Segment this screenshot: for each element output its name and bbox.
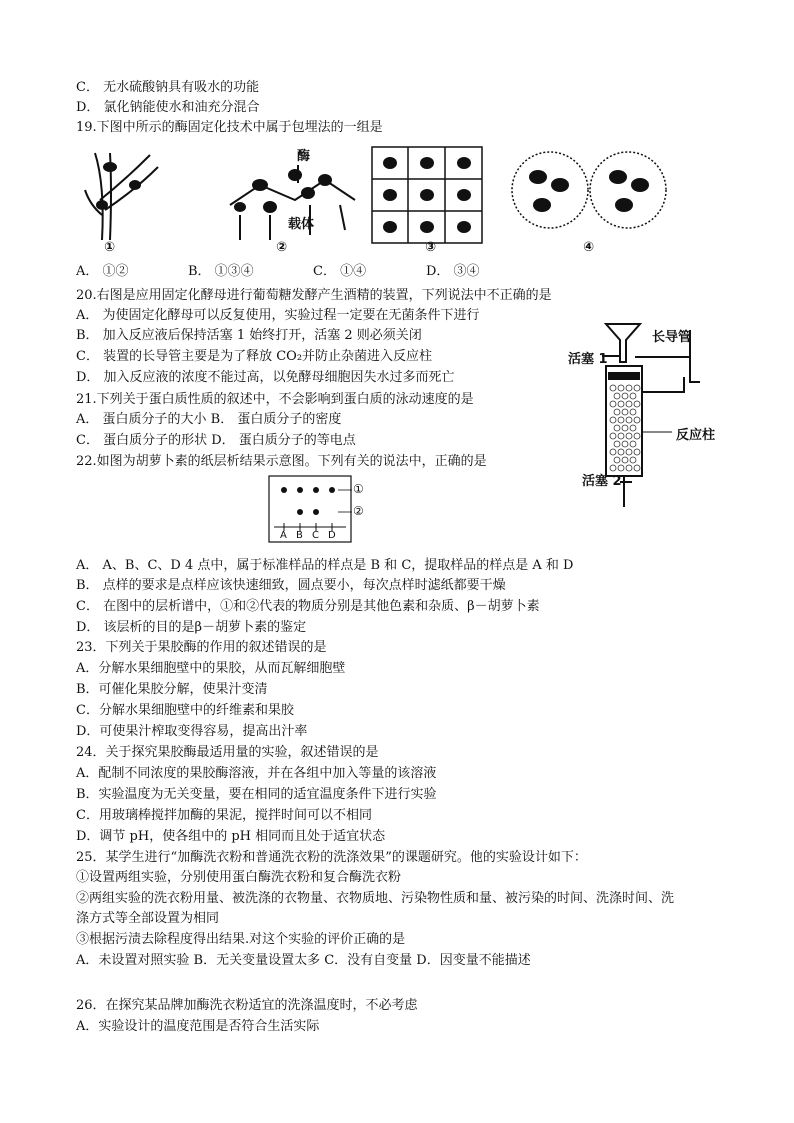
q22-stem: 22.如图为胡萝卜素的纸层析结果示意图。下列有关的说法中，正确的是 xyxy=(76,454,487,469)
q21-options-cd: C． 蛋白质分子的形状 D． 蛋白质分子的等电点 xyxy=(76,433,356,448)
q24-option-a: A．配制不同浓度的果胶酶溶液，并在各组中加入等量的该溶液 xyxy=(76,766,437,781)
q23-option-a: A．分解水果细胞壁中的果胶，从而瓦解细胞壁 xyxy=(76,661,346,676)
q20-option-c: C． 装置的长导管主要是为了释放 CO₂并防止杂菌进入反应柱 xyxy=(76,349,433,364)
q23-option-d: D．可使果汁榨取变得容易，提高出汁率 xyxy=(76,724,308,739)
q19-option-a: A． ①② xyxy=(76,264,129,279)
q20-option-a: A． 为使固定化酵母可以反复使用，实验过程一定要在无菌条件下进行 xyxy=(76,308,480,323)
q22-option-c: C． 在图中的层析谱中，①和②代表的物质分别是其他色素和杂质、β－胡萝卜素 xyxy=(76,599,540,614)
long-tube-label: 长导管 xyxy=(652,330,692,345)
q21-options-ab: A． 蛋白质分子的大小 B． 蛋白质分子的密度 xyxy=(76,412,342,427)
q19-option-c: C． ①④ xyxy=(313,264,367,279)
q25-step-1: ①设置两组实验，分别使用蛋白酶洗衣粉和复合酶洗衣粉 xyxy=(76,870,402,885)
point-c: C xyxy=(312,530,319,541)
column-label: 反应柱 xyxy=(676,428,716,443)
point-b: B xyxy=(296,530,303,541)
q24-option-d: D．调节 pH，使各组中的 pH 相同而且处于适宜状态 xyxy=(76,829,386,844)
fig4-caption: ④ xyxy=(583,240,595,255)
q18-option-c: C． 无水硫酸钠具有吸水的功能 xyxy=(76,80,260,95)
q25-options: A．未设置对照实验 B．无关变量设置太多 C．没有自变量 D．因变量不能描述 xyxy=(76,953,531,968)
q20-option-d: D． 加入反应液的浓度不能过高，以免酵母细胞因失水过多而死亡 xyxy=(76,370,455,385)
q19-stem: 19.下图中所示的酶固定化技术中属于包埋法的一组是 xyxy=(76,120,383,135)
q19-option-b: B． ①③④ xyxy=(188,264,254,279)
q20-stem: 20.右图是应用固定化酵母进行葡萄糖发酵产生酒精的装置，下列说法中不正确的是 xyxy=(76,288,552,303)
q26-stem: 26．在探究某品牌加酶洗衣粉适宜的洗涤温度时，不必考虑 xyxy=(76,998,418,1013)
q22-option-a: A． A、B、C、D 4 点中，属于标准样品的样点是 B 和 C，提取样品的样点是 A 和 D xyxy=(76,558,574,573)
q25-stem: 25．某学生进行“加酶洗衣粉和普通洗衣粉的洗涤效果”的课题研究。他的实验设计如下： xyxy=(76,850,587,865)
valve1-label: 活塞 1 xyxy=(568,352,608,367)
q21-stem: 21.下列关于蛋白质性质的叙述中，不会影响到蛋白质的泳动速度的是 xyxy=(76,392,474,407)
point-d: D xyxy=(328,530,336,541)
q24-stem: 24．关于探究果胶酶最适用量的实验，叙述错误的是 xyxy=(76,745,379,760)
q25-step-3: ③根据污渍去除程度得出结果.对这个实验的评价正确的是 xyxy=(76,932,406,947)
valve2-label: 活塞 2 xyxy=(582,474,622,489)
fig1-caption: ① xyxy=(104,240,116,255)
fig1-fiber-wrap xyxy=(85,153,158,240)
point-a: A xyxy=(280,530,287,541)
q19-figures xyxy=(80,145,750,255)
q24-option-c: C．用玻璃棒搅拌加酶的果泥，搅拌时间可以不相同 xyxy=(76,808,372,823)
mark-2: ② xyxy=(353,504,364,518)
q23-option-c: C．分解水果细胞壁中的纤维素和果胶 xyxy=(76,703,294,718)
fig3-caption: ③ xyxy=(425,240,437,255)
q22-option-b: B． 点样的要求是点样应该快速细致，圆点要小，每次点样时滤纸都要干燥 xyxy=(76,578,506,593)
q19-option-d: D． ③④ xyxy=(426,264,480,279)
q25-step-2-cont: 涤方式等全部设置为相同 xyxy=(76,911,220,926)
q22-option-d: D． 该层析的目的是β－胡萝卜素的鉴定 xyxy=(76,620,307,635)
q25-step-2: ②两组实验的洗衣粉用量、被洗涤的衣物量、衣物质地、污染物性质和量、被污染的时间、洗涤时间、洗 xyxy=(76,891,675,906)
q20-option-b: B． 加入反应液后保持活塞 1 始终打开，活塞 2 则必须关闭 xyxy=(76,328,422,343)
carrier-label: 载体 xyxy=(288,217,315,232)
q26-option-a: A．实验设计的温度范围是否符合生活实际 xyxy=(76,1019,320,1034)
enzyme-label: 酶 xyxy=(297,149,311,164)
q18-option-d: D． 氯化钠能使水和油充分混合 xyxy=(76,100,260,115)
q24-option-b: B．实验温度为无关变量，要在相同的适宜温度条件下进行实验 xyxy=(76,787,437,802)
q23-option-b: B．可催化果胶分解，使果汁变清 xyxy=(76,682,268,697)
mark-1: ① xyxy=(353,482,364,496)
fig2-caption: ② xyxy=(276,240,288,255)
q23-stem: 23．下列关于果胶酶的作用的叙述错误的是 xyxy=(76,640,327,655)
